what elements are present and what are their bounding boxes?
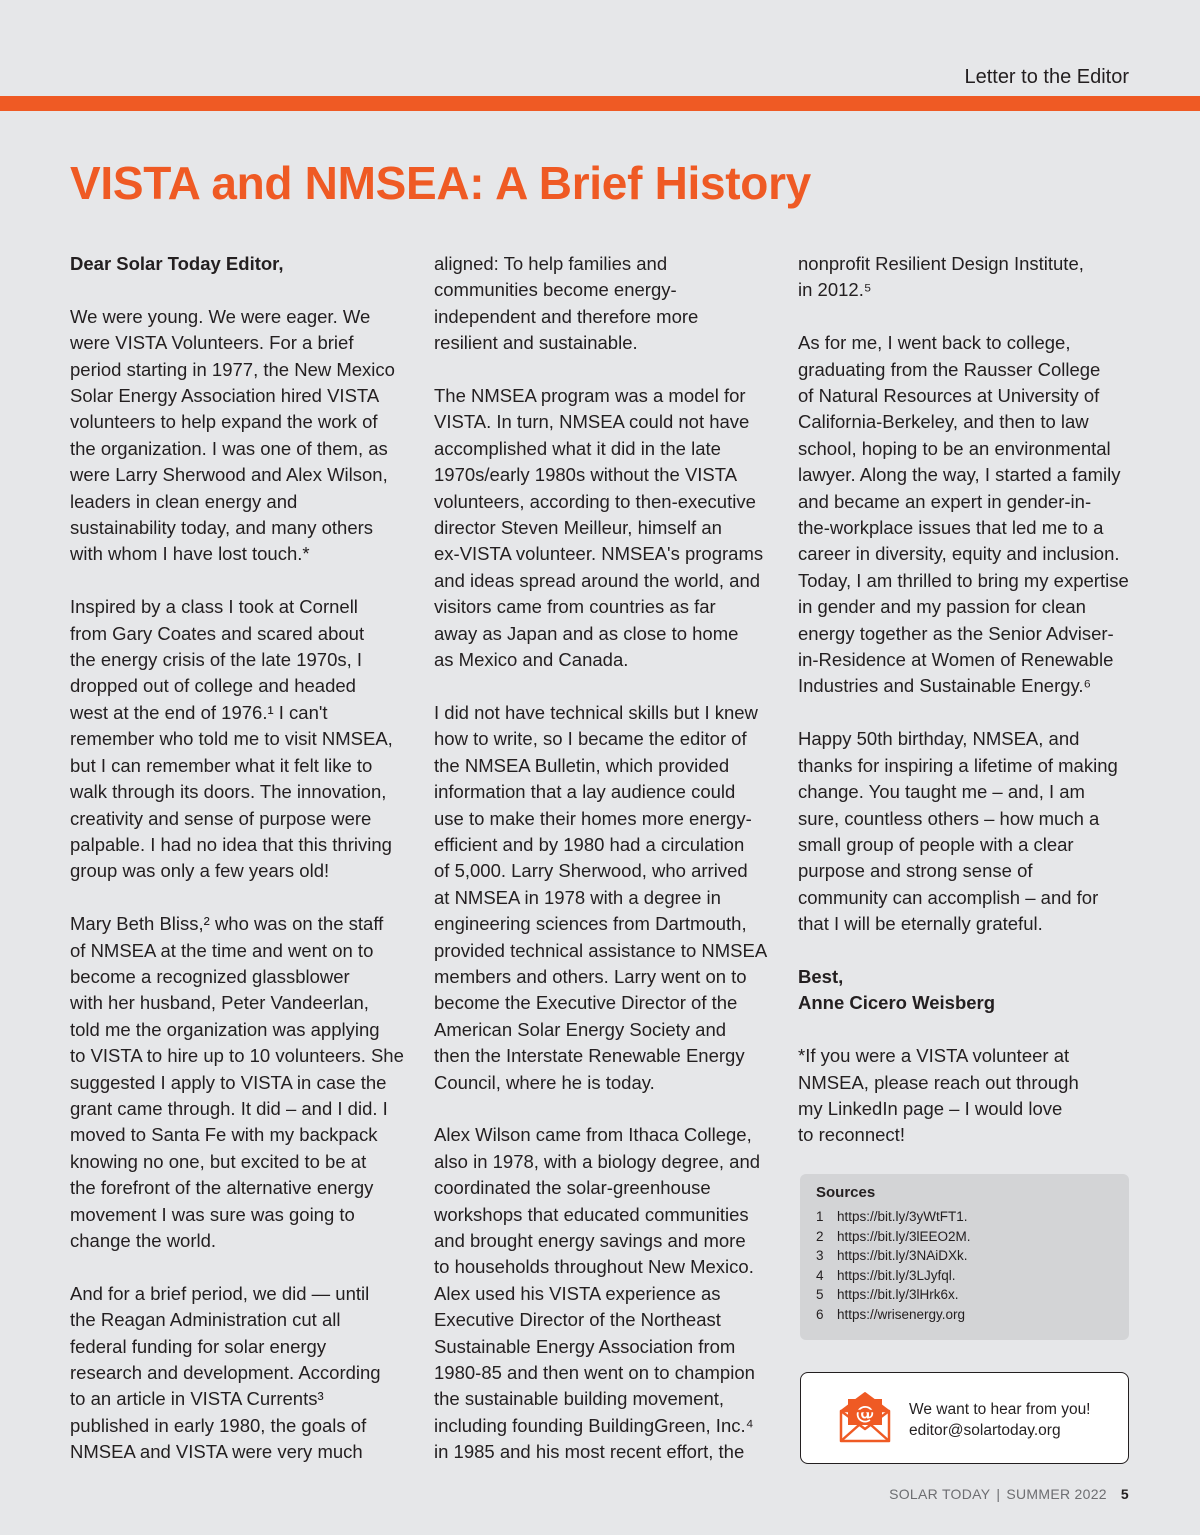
- sources-list: [816, 1207, 1113, 1325]
- paragraph: nonprofit Resilient Design Institute, in 2012.⁵: [798, 253, 1084, 301]
- sources-box: [800, 1174, 1129, 1340]
- contact-email[interactable]: editor@solartoday.org: [909, 1422, 1061, 1439]
- paragraph: I did not have technical skills but I knew how to write, so I became the editor of the NMSEA Bulletin, which provided information that a lay audience could use to make their homes more energy- efficient and by 1980 had a circulation of 5,000. Larry Sherwood, who arrived at NMSEA in 1978 with a degree in engineering sciences from Dartmouth, provided technical assistance to NMSEA members and others. Larry went on to become the Executive Director of the American Solar Energy Society and then the Interstate Renewable Energy Council, where he is today.: [434, 701, 768, 1093]
- paragraph: The NMSEA program was a model for VISTA. In turn, NMSEA could not have accomplished what it did in the late 1970s/early 1980s without the VISTA volunteers, according to then-executive director Steven Meilleur, himself an ex-VISTA volunteer. NMSEA's programs and ideas spread around the world, and visitors came from countries as far away as Japan and as close to home as Mexico and Canada.: [434, 385, 764, 671]
- source-link[interactable]: https://bit.ly/3yWtFT1.: [837, 1209, 968, 1224]
- source-item: [816, 1246, 1113, 1266]
- contact-line: We want to hear from you!: [909, 1401, 1091, 1418]
- section-label: Letter to the Editor: [964, 66, 1129, 88]
- page-number: 5: [1120, 1486, 1129, 1502]
- footer-issue: SUMMER 2022: [1006, 1486, 1107, 1502]
- source-item: [816, 1305, 1113, 1325]
- contact-box: [800, 1372, 1129, 1464]
- column-3: [798, 251, 1133, 1175]
- source-link[interactable]: https://bit.ly/3LJyfql.: [837, 1267, 956, 1283]
- source-link[interactable]: https://bit.ly/3lEEO2M.: [837, 1228, 971, 1244]
- paragraph: Alex Wilson came from Ithaca College, also in 1978, with a biology degree, and coordinated the solar-greenhouse workshops that educated communities and brought energy savings and more to households throughout New Mexico. Alex used his VISTA experience as Executive Director of the Northeast Sustainable Energy Association from 1980-85 and then went on to champion the sustainable building movement, including founding BuildingGreen, Inc.⁴ in 1985 and his most recent effort, the: [434, 1124, 761, 1463]
- contact-text: [909, 1399, 1091, 1441]
- page-footer: [889, 1486, 1129, 1502]
- source-number: 3: [816, 1248, 824, 1264]
- envelope-at-icon: [837, 1389, 893, 1445]
- footer-separator: |: [996, 1486, 1001, 1502]
- source-link[interactable]: https://bit.ly/3lHrk6x.: [837, 1287, 959, 1303]
- salutation: Dear Solar Today Editor,: [70, 253, 284, 274]
- source-number: 4: [816, 1267, 824, 1283]
- source-number: 1: [816, 1209, 824, 1224]
- column-2: [434, 251, 774, 1492]
- closing: Best,: [798, 965, 844, 987]
- source-number: 2: [816, 1228, 824, 1244]
- source-item: [816, 1266, 1113, 1286]
- footnote: *If you were a VISTA volunteer at NMSEA, please reach out through my LinkedIn page – I would love to reconnect!: [798, 1045, 1079, 1146]
- paragraph: aligned: To help families and communities become energy- independent and therefore more resilient and sustainable.: [434, 253, 699, 354]
- source-link[interactable]: https://wrisenergy.org: [837, 1306, 966, 1322]
- source-item: [816, 1227, 1113, 1247]
- page-title: VISTA and NMSEA: A Brief History: [70, 157, 811, 209]
- header-rule: [0, 96, 1200, 111]
- svg-text:@: @: [855, 1402, 875, 1424]
- column-1: [70, 251, 410, 1492]
- source-number: 5: [816, 1287, 824, 1303]
- paragraph: Happy 50th birthday, NMSEA, and thanks for inspiring a lifetime of making change. You taught me – and, I am sure, countless others – how much a small group of people with a clear purpose and strong sense of community can accomplish – and for that I will be eternally grateful.: [798, 728, 1118, 935]
- source-link[interactable]: https://bit.ly/3NAiDXk.: [837, 1248, 968, 1264]
- paragraph: And for a brief period, we did — until the Reagan Administration cut all federal funding for solar energy research and development. According to an article in VISTA Currents³ published in early 1980, the goals of NMSEA and VISTA were very much: [70, 1282, 381, 1463]
- paragraph: Inspired by a class I took at Cornell from Gary Coates and scared about the energy crisis of the late 1970s, I dropped out of college and headed west at the end of 1976.¹ I can't remember who told me to visit NMSEA, but I can remember what it felt like to walk through its doors. The innovation, creativity and sense of purpose were palpable. I had no idea that this thriving group was only a few years old!: [70, 596, 393, 882]
- paragraph: Mary Beth Bliss,² who was on the staff of NMSEA at the time and went on to become a recognized glassblower with her husband, Peter Vandeerlan, told me the organization was applying to VISTA to hire up to 10 volunteers. She suggested I apply to VISTA in case the grant came through. It did – and I did. I moved to Santa Fe with my backpack knowing no one, but excited to be at the forefront of the alternative energy movement I was sure was going to change the world.: [70, 913, 404, 1251]
- paragraph: We were young. We were eager. We were VISTA Volunteers. For a brief period starting in 1977, the New Mexico Solar Energy Association hired VISTA volunteers to help expand the work of the organization. I was one of them, as were Larry Sherwood and Alex Wilson, leaders in clean energy and sustainability today, and many others with whom I have lost touch.*: [70, 305, 395, 565]
- signature-block: [798, 964, 1133, 1017]
- source-item: [816, 1285, 1113, 1305]
- footer-publication: SOLAR TODAY: [889, 1486, 991, 1502]
- paragraph: As for me, I went back to college, graduating from the Rausser College of Natural Resources at University of California-Berkeley, and then to law school, hoping to be an environmental lawyer. Along the way, I started a family and became an expert in gender-in- the-workplace issues that led me to a career in diversity, equity and inclusion. Today, I am thrilled to bring my expertise in gender and my passion for clean energy together as the Senior Adviser- in-Residence at Women of Renewable Industries and Sustainable Energy.⁶: [798, 332, 1129, 697]
- source-number: 6: [816, 1306, 824, 1322]
- source-item: [816, 1207, 1113, 1227]
- signature: Anne Cicero Weisberg: [798, 992, 996, 1014]
- sources-title: Sources: [816, 1184, 876, 1201]
